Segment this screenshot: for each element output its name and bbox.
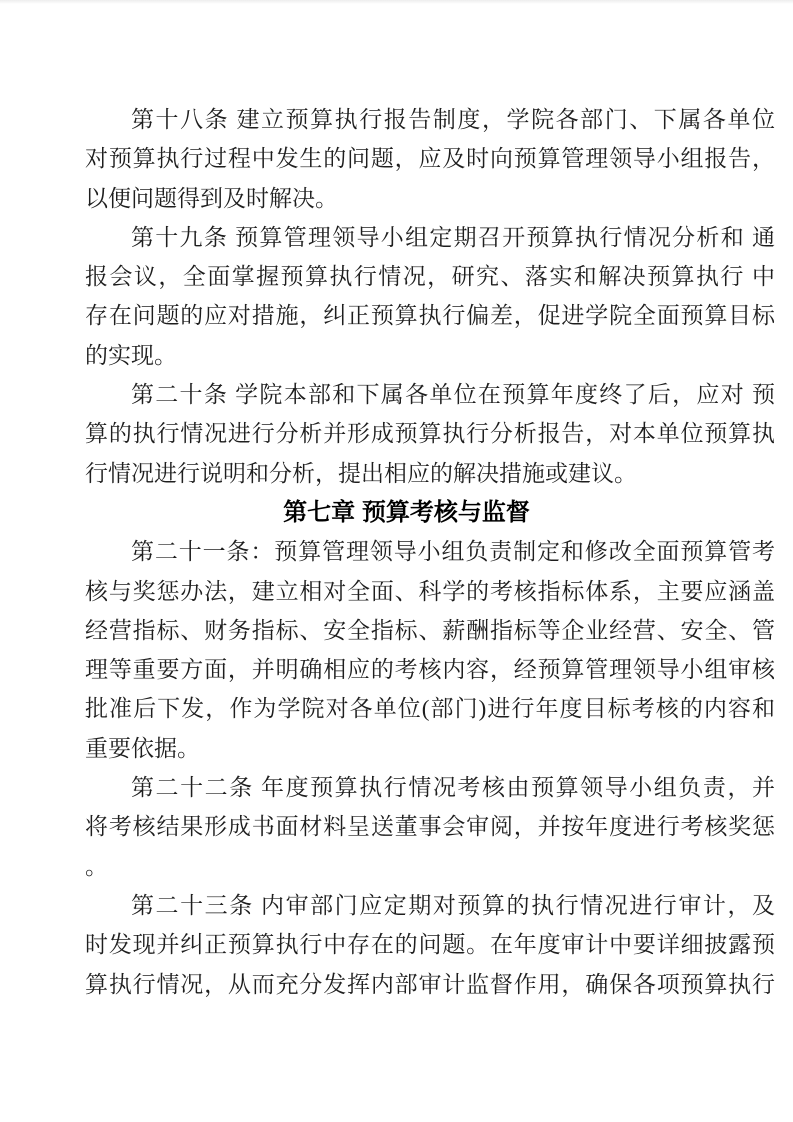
text-line: 算的执行情况进行分析并形成预算执行分析报告，对本单位预算执 bbox=[85, 421, 775, 447]
text-line: 第二十二条 年度预算执行情况考核由预算领导小组负责，并 bbox=[131, 775, 775, 801]
text-line: 算执行情况，从而充分发挥内部审计监督作用，确保各项预算执行 bbox=[85, 971, 775, 997]
text-line: 的实现。 bbox=[85, 342, 177, 368]
paragraph-article-22 bbox=[85, 768, 775, 886]
text-line: 对预算执行过程中发生的问题，应及时向预算管理领导小组报告， bbox=[85, 146, 775, 172]
text-line: 核与奖惩办法，建立相对全面、科学的考核指标体系，主要应涵盖 bbox=[85, 578, 775, 604]
text-line: 第十八条 建立预算执行报告制度，学院各部门、下属各单位 bbox=[131, 107, 775, 132]
text-line: 。 bbox=[85, 853, 108, 879]
text-line: 第十九条 预算管理领导小组定期召开预算执行情况分析和 通 bbox=[131, 224, 775, 250]
text-line: 理等重要方面，并明确相应的考核内容，经预算管理领导小组审核 bbox=[85, 657, 775, 683]
text-line: 报会议，全面掌握预算执行情况，研究、落实和解决预算执行 中 bbox=[85, 264, 775, 290]
text-line: 将考核结果形成书面材料呈送董事会审阅，并按年度进行考核奖惩 bbox=[85, 814, 775, 840]
document-content bbox=[85, 100, 775, 1004]
text-line: 重要依据。 bbox=[85, 735, 200, 761]
text-line: 第二十三条 内审部门应定期对预算的执行情况进行审计，及 bbox=[131, 892, 775, 918]
text-line: 以便问题得到及时解决。 bbox=[85, 185, 338, 211]
text-line: 第二十一条：预算管理领导小组负责制定和修改全面预算管考 bbox=[131, 539, 775, 565]
text-line: 存在问题的应对措施，纠正预算执行偏差，促进学院全面预算目标 bbox=[85, 303, 775, 329]
chapter-heading: 第七章 预算考核与监督 bbox=[283, 498, 530, 526]
text-line: 经营指标、财务指标、安全指标、薪酬指标等企业经营、安全、管 bbox=[85, 617, 775, 643]
text-line: 时发现并纠正预算执行中存在的问题。在年度审计中要详细披露预 bbox=[85, 932, 775, 958]
page-top-edge bbox=[0, 0, 793, 4]
paragraph-article-18 bbox=[85, 100, 775, 218]
text-line: 行情况进行说明和分析，提出相应的解决措施或建议。 bbox=[85, 460, 637, 486]
paragraph-article-23 bbox=[85, 886, 775, 1004]
text-line: 批准后下发，作为学院对各单位(部门)进行年度目标考核的内容和 bbox=[85, 696, 775, 722]
text-line: 第二十条 学院本部和下属各单位在预算年度终了后，应对 预 bbox=[131, 382, 775, 408]
paragraph-article-20 bbox=[85, 375, 775, 493]
paragraph-article-21 bbox=[85, 532, 775, 768]
paragraph-article-19 bbox=[85, 218, 775, 375]
